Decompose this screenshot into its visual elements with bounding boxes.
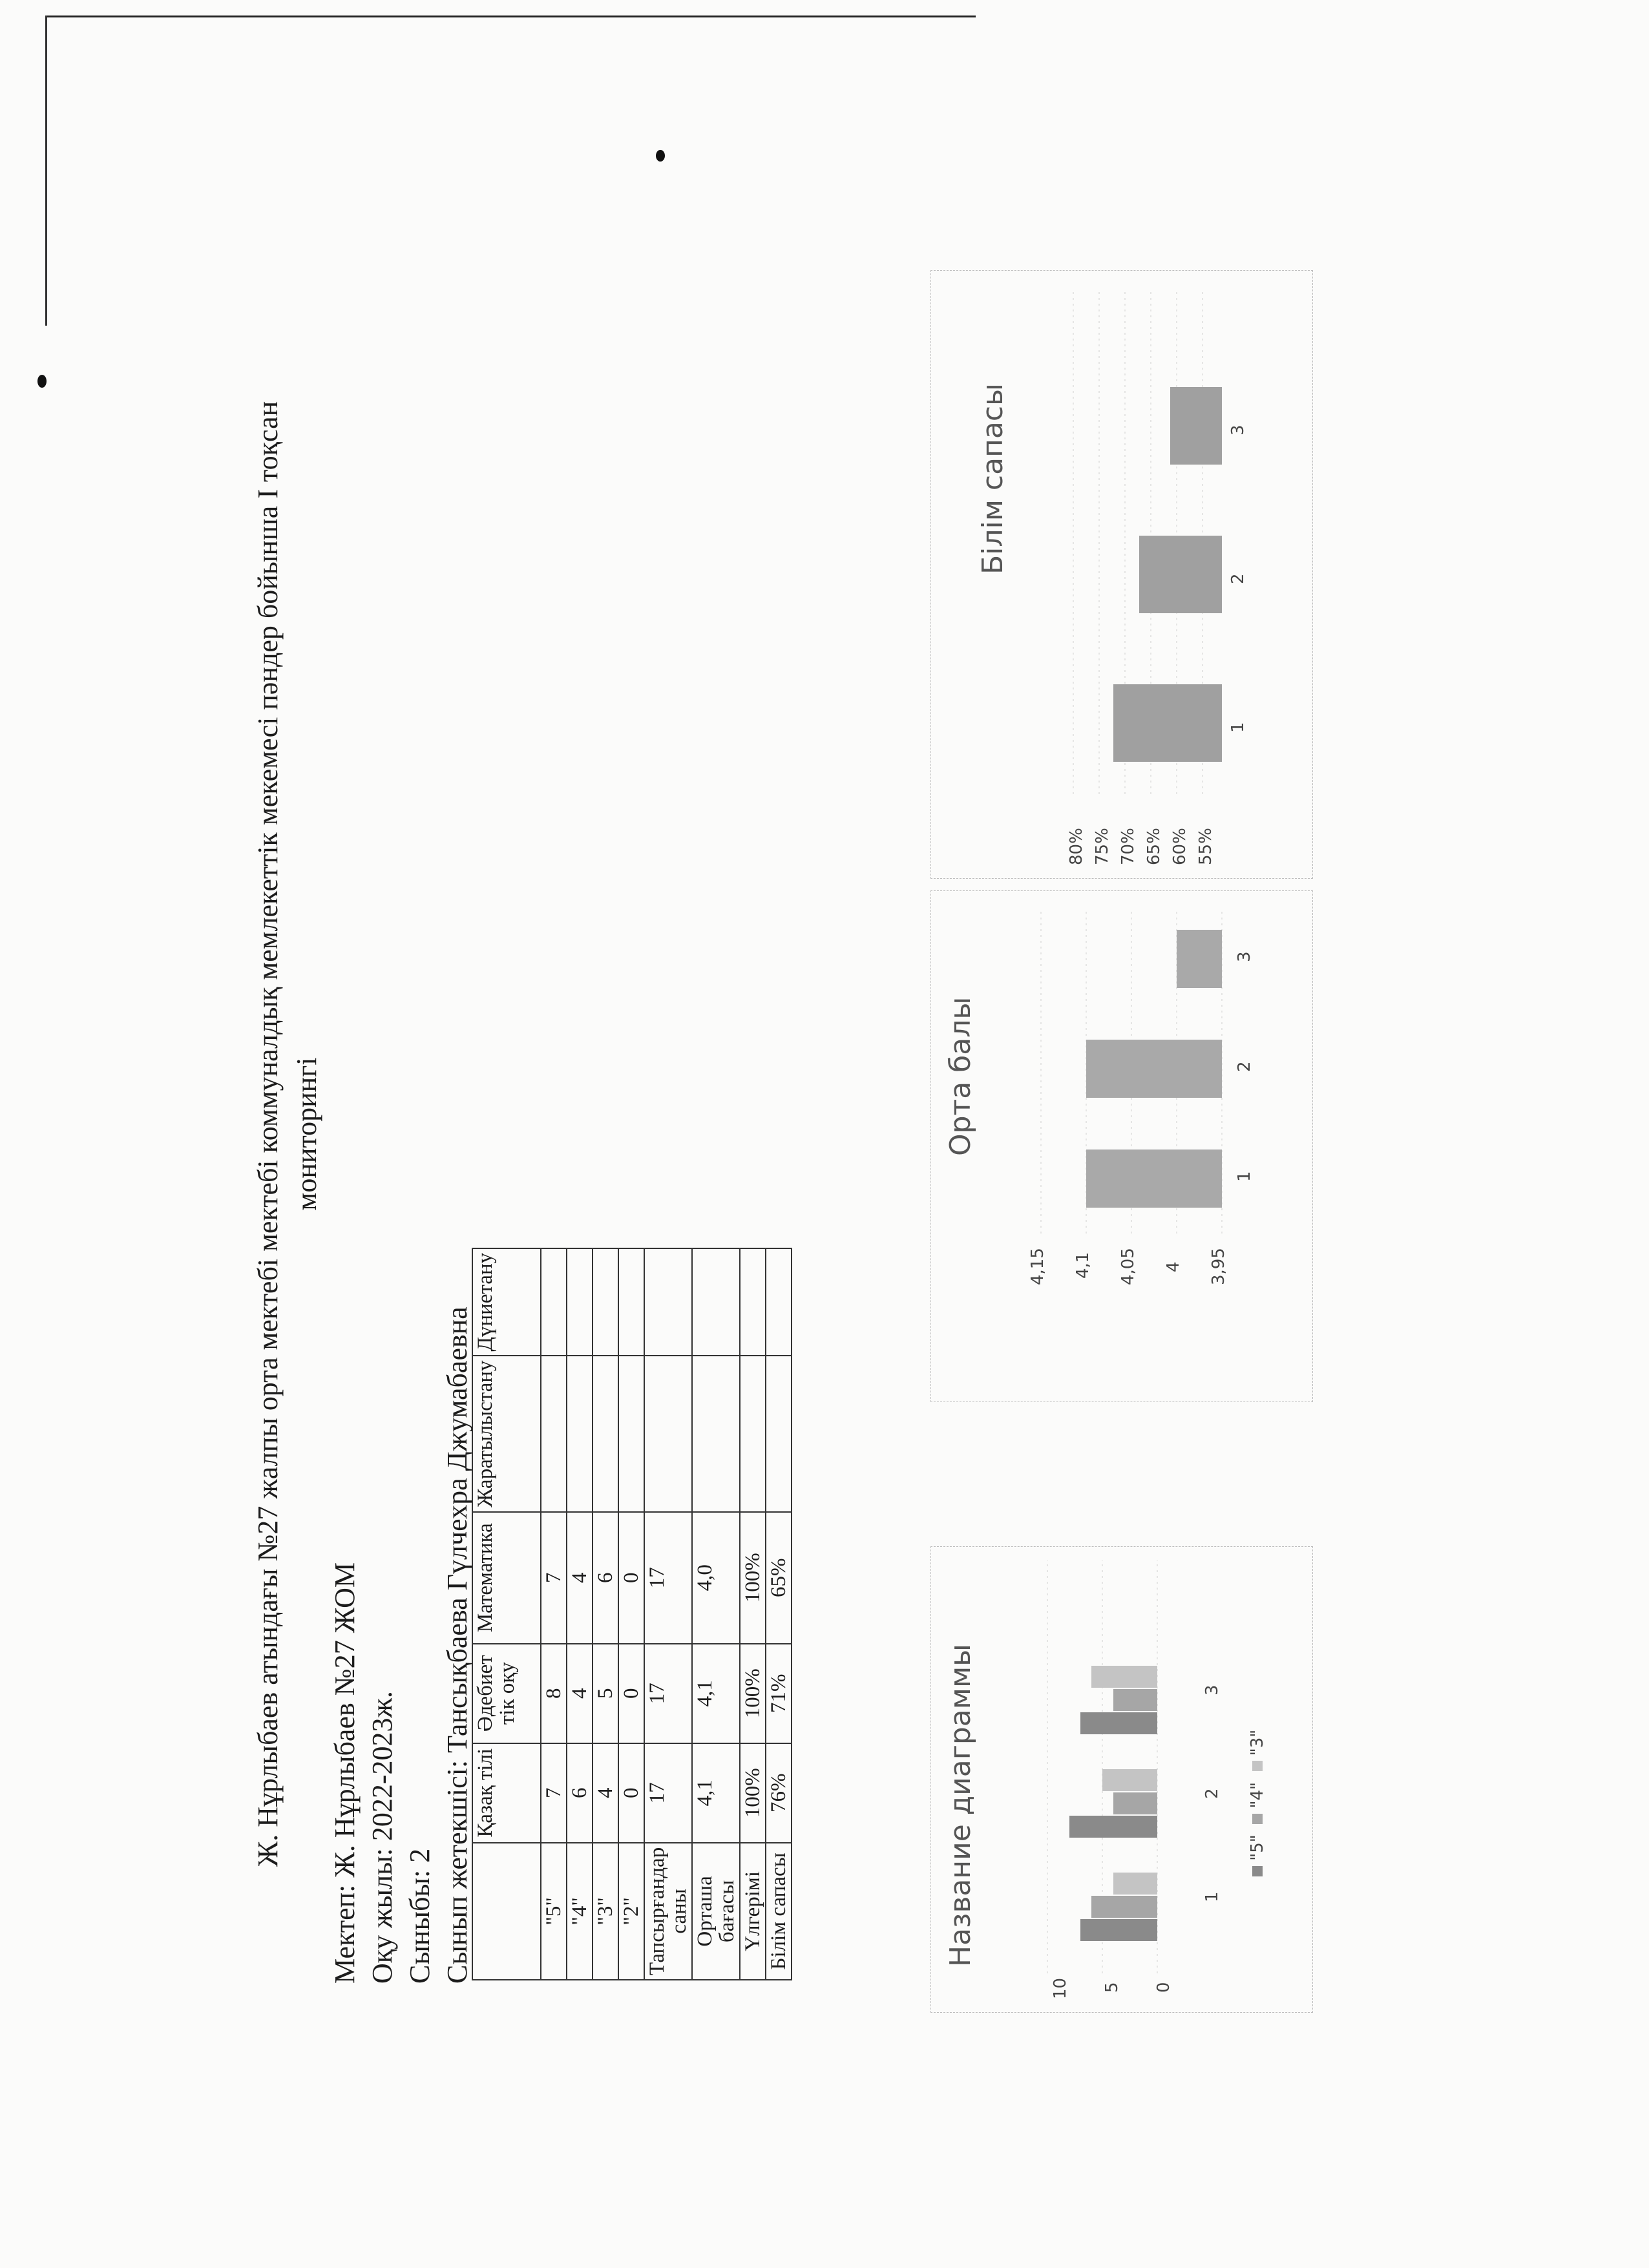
row-label: Орташа бағасы [692,1843,740,1980]
legend-swatch [1252,1814,1263,1824]
table-cell: 4,0 [692,1512,740,1644]
quality-y-tick: 55% [1196,828,1215,865]
grades-bar [1102,1769,1157,1791]
table-header-cell: Математика [472,1512,541,1644]
title-line-2: мониторингі [291,1057,322,1211]
table-cell [692,1248,740,1356]
table-cell: 4 [567,1512,593,1644]
table-cell [593,1248,618,1356]
grades-x-tick: 2 [1203,1788,1222,1799]
table-cell: 0 [618,1644,644,1743]
grades-x-tick: 3 [1203,1685,1222,1696]
legend-swatch [1252,1866,1263,1876]
table-cell [692,1356,740,1511]
grades-bar [1091,1896,1157,1918]
table-cell: 5 [593,1644,618,1743]
table-cell [567,1356,593,1511]
table-row [766,1248,792,1980]
table-cell [740,1356,766,1511]
average-x-tick: 2 [1235,1061,1254,1072]
table-cell: 0 [618,1512,644,1644]
quality-chart-title: Білім сапасы [976,383,1009,574]
table-cell [644,1248,692,1356]
grades-y-tick: 0 [1154,1982,1173,1993]
table-cell [593,1356,618,1511]
quality-y-tick: 75% [1093,828,1112,865]
school-line: Мектеп: Ж. Нұрлыбаев №27 ЖОМ [329,1562,361,1984]
grades-bar [1080,1919,1157,1941]
table-cell [567,1248,593,1356]
table-cell [618,1248,644,1356]
table-cell: 0 [618,1743,644,1843]
row-label: Үлгерімі [740,1843,766,1980]
table-cell: 100% [740,1743,766,1843]
table-row [644,1248,692,1980]
row-label: "3" [593,1843,618,1980]
table-header-cell: Дүниетану [472,1248,541,1356]
table-cell: 4,1 [692,1644,740,1743]
row-label: Білім сапасы [766,1843,792,1980]
table-row [740,1248,766,1980]
average-chart [930,890,1313,1402]
legend-label: "4" [1248,1782,1267,1809]
table-header-cell: Қазақ тілі [472,1743,541,1843]
year-line: Оқу жылы: 2022-2023ж. [366,1691,398,1984]
meta-block [326,1307,476,1984]
grades-legend [1248,1730,1267,1876]
table-row [567,1248,593,1980]
quality-y-tick: 70% [1119,828,1138,865]
grades-bar [1080,1712,1157,1734]
quality-x-tick: 2 [1228,573,1248,584]
row-label: Тапсырғандар саны [644,1843,692,1980]
grades-x-tick: 1 [1203,1891,1222,1902]
quality-y-tick: 65% [1144,828,1164,865]
table-cell: 4,1 [692,1743,740,1843]
quality-bar [1113,684,1222,762]
quality-x-tick: 1 [1228,722,1248,733]
table-cell: 76% [766,1743,792,1843]
average-chart-title: Орта балы [944,996,977,1156]
average-bar [1086,1150,1222,1208]
legend-swatch [1252,1761,1263,1771]
table-cell: 71% [766,1644,792,1743]
table-cell: 17 [644,1512,692,1644]
average-x-tick: 3 [1235,951,1254,962]
average-bar [1086,1040,1222,1098]
grades-bar [1113,1689,1157,1711]
table-cell: 65% [766,1512,792,1644]
average-y-tick: 4 [1164,1261,1183,1272]
legend-label: "5" [1248,1834,1267,1861]
table-row [692,1248,740,1980]
average-y-tick: 4,15 [1028,1248,1047,1285]
table-row [541,1248,567,1980]
table-header-cell: Әдебиет тік оқу [472,1644,541,1743]
table-header-row [472,1248,541,1980]
grades-chart [930,1546,1313,2013]
table-row [593,1248,618,1980]
teacher-line: Сынып жетекшісі: Тансықбаева Гүлчехра Джумабаевна [441,1307,473,1984]
row-label: "4" [567,1843,593,1980]
monitoring-table [472,1248,792,1980]
table-cell: 6 [593,1512,618,1644]
quality-y-tick: 80% [1067,828,1086,865]
table-cell [644,1356,692,1511]
table-cell: 100% [740,1512,766,1644]
row-label: "5" [541,1843,567,1980]
table-cell: 4 [593,1743,618,1843]
table-cell [541,1248,567,1356]
table-cell [541,1356,567,1511]
average-y-tick: 4,05 [1119,1248,1138,1285]
table-cell: 8 [541,1644,567,1743]
table-cell: 4 [567,1644,593,1743]
table-cell: 7 [541,1512,567,1644]
average-bar [1177,930,1222,988]
average-x-tick: 1 [1235,1171,1254,1182]
legend-label: "3" [1248,1729,1267,1756]
table-cell: 100% [740,1644,766,1743]
grades-bar [1091,1666,1157,1688]
grades-bar [1113,1792,1157,1814]
grades-plot [1028,1560,1209,1973]
quality-x-tick: 3 [1228,425,1248,436]
quality-plot [1035,290,1222,794]
table-cell: 7 [541,1743,567,1843]
table-header-cell [472,1843,541,1980]
table-cell [766,1248,792,1356]
table-cell: 6 [567,1743,593,1843]
average-y-tick: 4,1 [1073,1252,1093,1279]
quality-bar [1139,536,1222,613]
table-header-cell: Жаратылыстану [472,1356,541,1511]
table-row [618,1248,644,1980]
grades-chart-title: Название диаграммы [944,1644,977,1967]
table-cell [740,1248,766,1356]
quality-chart [930,270,1313,879]
table-cell: 17 [644,1644,692,1743]
class-line: Сыныбы: 2 [404,1848,436,1984]
quality-bar [1170,387,1222,465]
page-title [249,0,326,2268]
grades-y-tick: 10 [1051,1977,1070,1999]
table-cell [766,1356,792,1511]
quality-y-tick: 60% [1170,828,1190,865]
grades-y-tick: 5 [1102,1982,1122,1993]
table-cell: 17 [644,1743,692,1843]
row-label: "2" [618,1843,644,1980]
table-cell [618,1356,644,1511]
title-line-1: Ж. Нұрлыбаев атындағы №27 жалпы орта мектебі мектебі коммуналдық мемлекеттік мекемесі пәндер бойынша І тоқсан [252,401,284,1867]
average-plot [1028,910,1222,1234]
grades-bar [1113,1873,1157,1895]
grades-bar [1069,1816,1157,1838]
average-y-tick: 3,95 [1209,1248,1228,1285]
